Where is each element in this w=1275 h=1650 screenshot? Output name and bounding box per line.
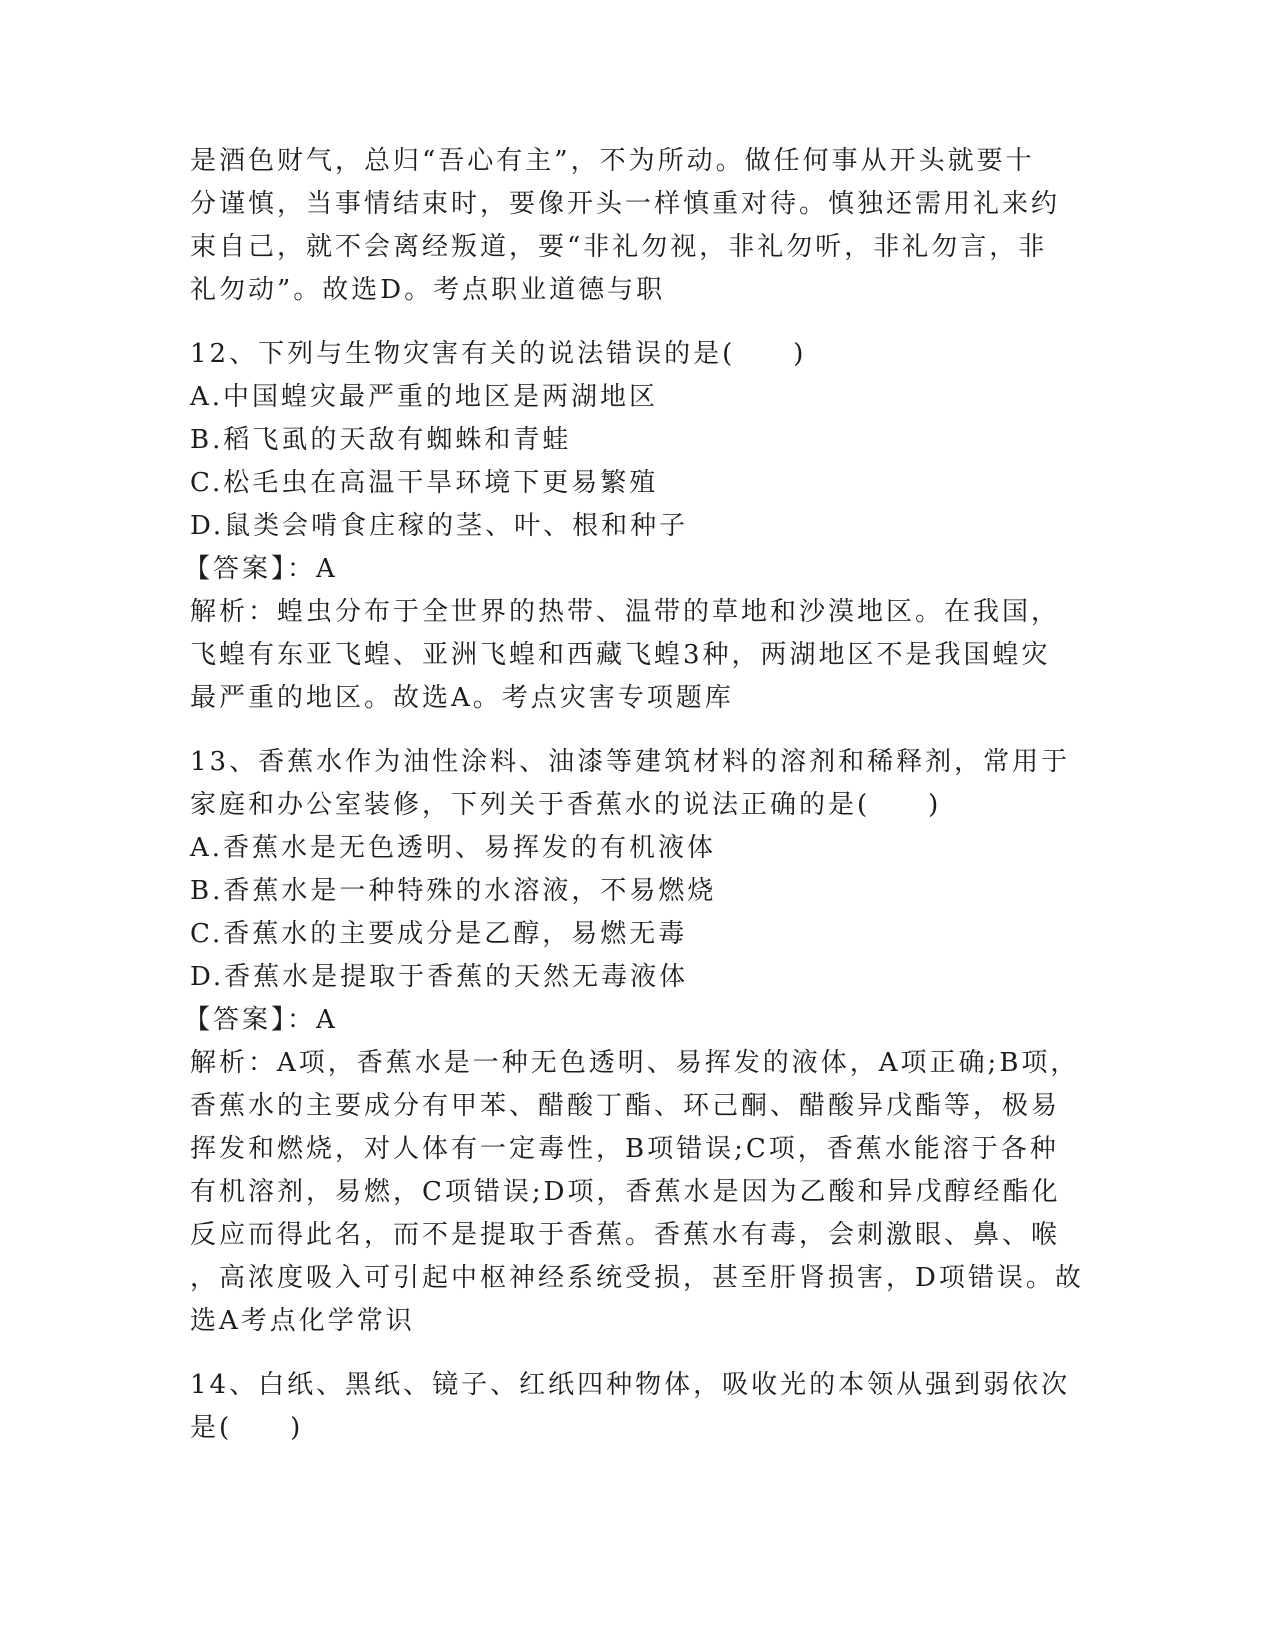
- text-line: 分谨慎，当事情结束时，要像开头一样慎重对待。慎独还需用礼来约: [190, 189, 1061, 219]
- option-b: B.稻飞虱的天敌有蜘蛛和青蛙: [190, 425, 572, 455]
- text-line: 束自己，就不会离经叛道，要“非礼勿视，非礼勿听，非礼勿言，非: [190, 232, 1048, 262]
- option-a: A.香蕉水是无色透明、易挥发的有机液体: [190, 833, 717, 863]
- question-stem: 13、香蕉水作为油性涂料、油漆等建筑材料的溶剂和稀释剂，常用于: [190, 747, 1071, 777]
- explanation-line: ，高浓度吸入可引起中枢神经系统受损，甚至肝肾损害，D项错误。故: [190, 1263, 1084, 1293]
- option-d: D.鼠类会啃食庄稼的茎、叶、根和种子: [190, 511, 689, 541]
- option-c: C.香蕉水的主要成分是乙醇，易燃无毒: [190, 919, 688, 949]
- question-14: [190, 1364, 1075, 1450]
- explanation-line: 飞蝗有东亚飞蝗、亚洲飞蝗和西藏飞蝗3种，两湖地区不是我国蝗灾: [190, 640, 1051, 670]
- question-12: [184, 333, 1075, 720]
- text-line: 是酒色财气，总归“吾心有主”，不为所动。做任何事从开头就要十: [190, 146, 1035, 176]
- option-a: A.中国蝗灾最严重的地区是两湖地区: [190, 382, 659, 412]
- question-stem: 12、下列与生物灾害有关的说法错误的是( ): [190, 339, 807, 369]
- option-b: B.香蕉水是一种特殊的水溶液，不易燃烧: [190, 876, 717, 906]
- explanation-line: 有机溶剂，易燃，C项错误;D项，香蕉水是因为乙酸和异戊醇经酯化: [190, 1177, 1061, 1207]
- explanation-line: 解析：A项，香蕉水是一种无色透明、易挥发的液体，A项正确;B项，: [190, 1048, 1080, 1078]
- explanation-line: 选A考点化学常识: [190, 1306, 415, 1336]
- explanation-line: 香蕉水的主要成分有甲苯、醋酸丁酯、环己酮、醋酸异戊酯等，极易: [190, 1091, 1061, 1121]
- question-13: [184, 741, 1084, 1343]
- answer-label: 【答案】：A: [184, 554, 338, 584]
- text-line: 礼勿动”。故选D。考点职业道德与职: [190, 275, 666, 305]
- option-d: D.香蕉水是提取于香蕉的天然无毒液体: [190, 962, 689, 992]
- question-stem: 14、白纸、黑纸、镜子、红纸四种物体，吸收光的本领从强到弱依次: [190, 1370, 1071, 1400]
- explanation-line: 挥发和燃烧，对人体有一定毒性，B项错误;C项，香蕉水能溶于各种: [190, 1134, 1059, 1164]
- explanation-line: 最严重的地区。故选A。考点灾害专项题库: [190, 683, 734, 713]
- question-stem: 是( ): [190, 1413, 304, 1443]
- previous-explanation-continuation: [190, 140, 1075, 312]
- explanation-line: 解析：蝗虫分布于全世界的热带、温带的草地和沙漠地区。在我国，: [190, 597, 1061, 627]
- answer-label: 【答案】：A: [184, 1005, 338, 1035]
- explanation-line: 反应而得此名，而不是提取于香蕉。香蕉水有毒，会刺激眼、鼻、喉: [190, 1220, 1061, 1250]
- option-c: C.松毛虫在高温干旱环境下更易繁殖: [190, 468, 659, 498]
- question-stem: 家庭和办公室装修，下列关于香蕉水的说法正确的是( ): [190, 790, 942, 820]
